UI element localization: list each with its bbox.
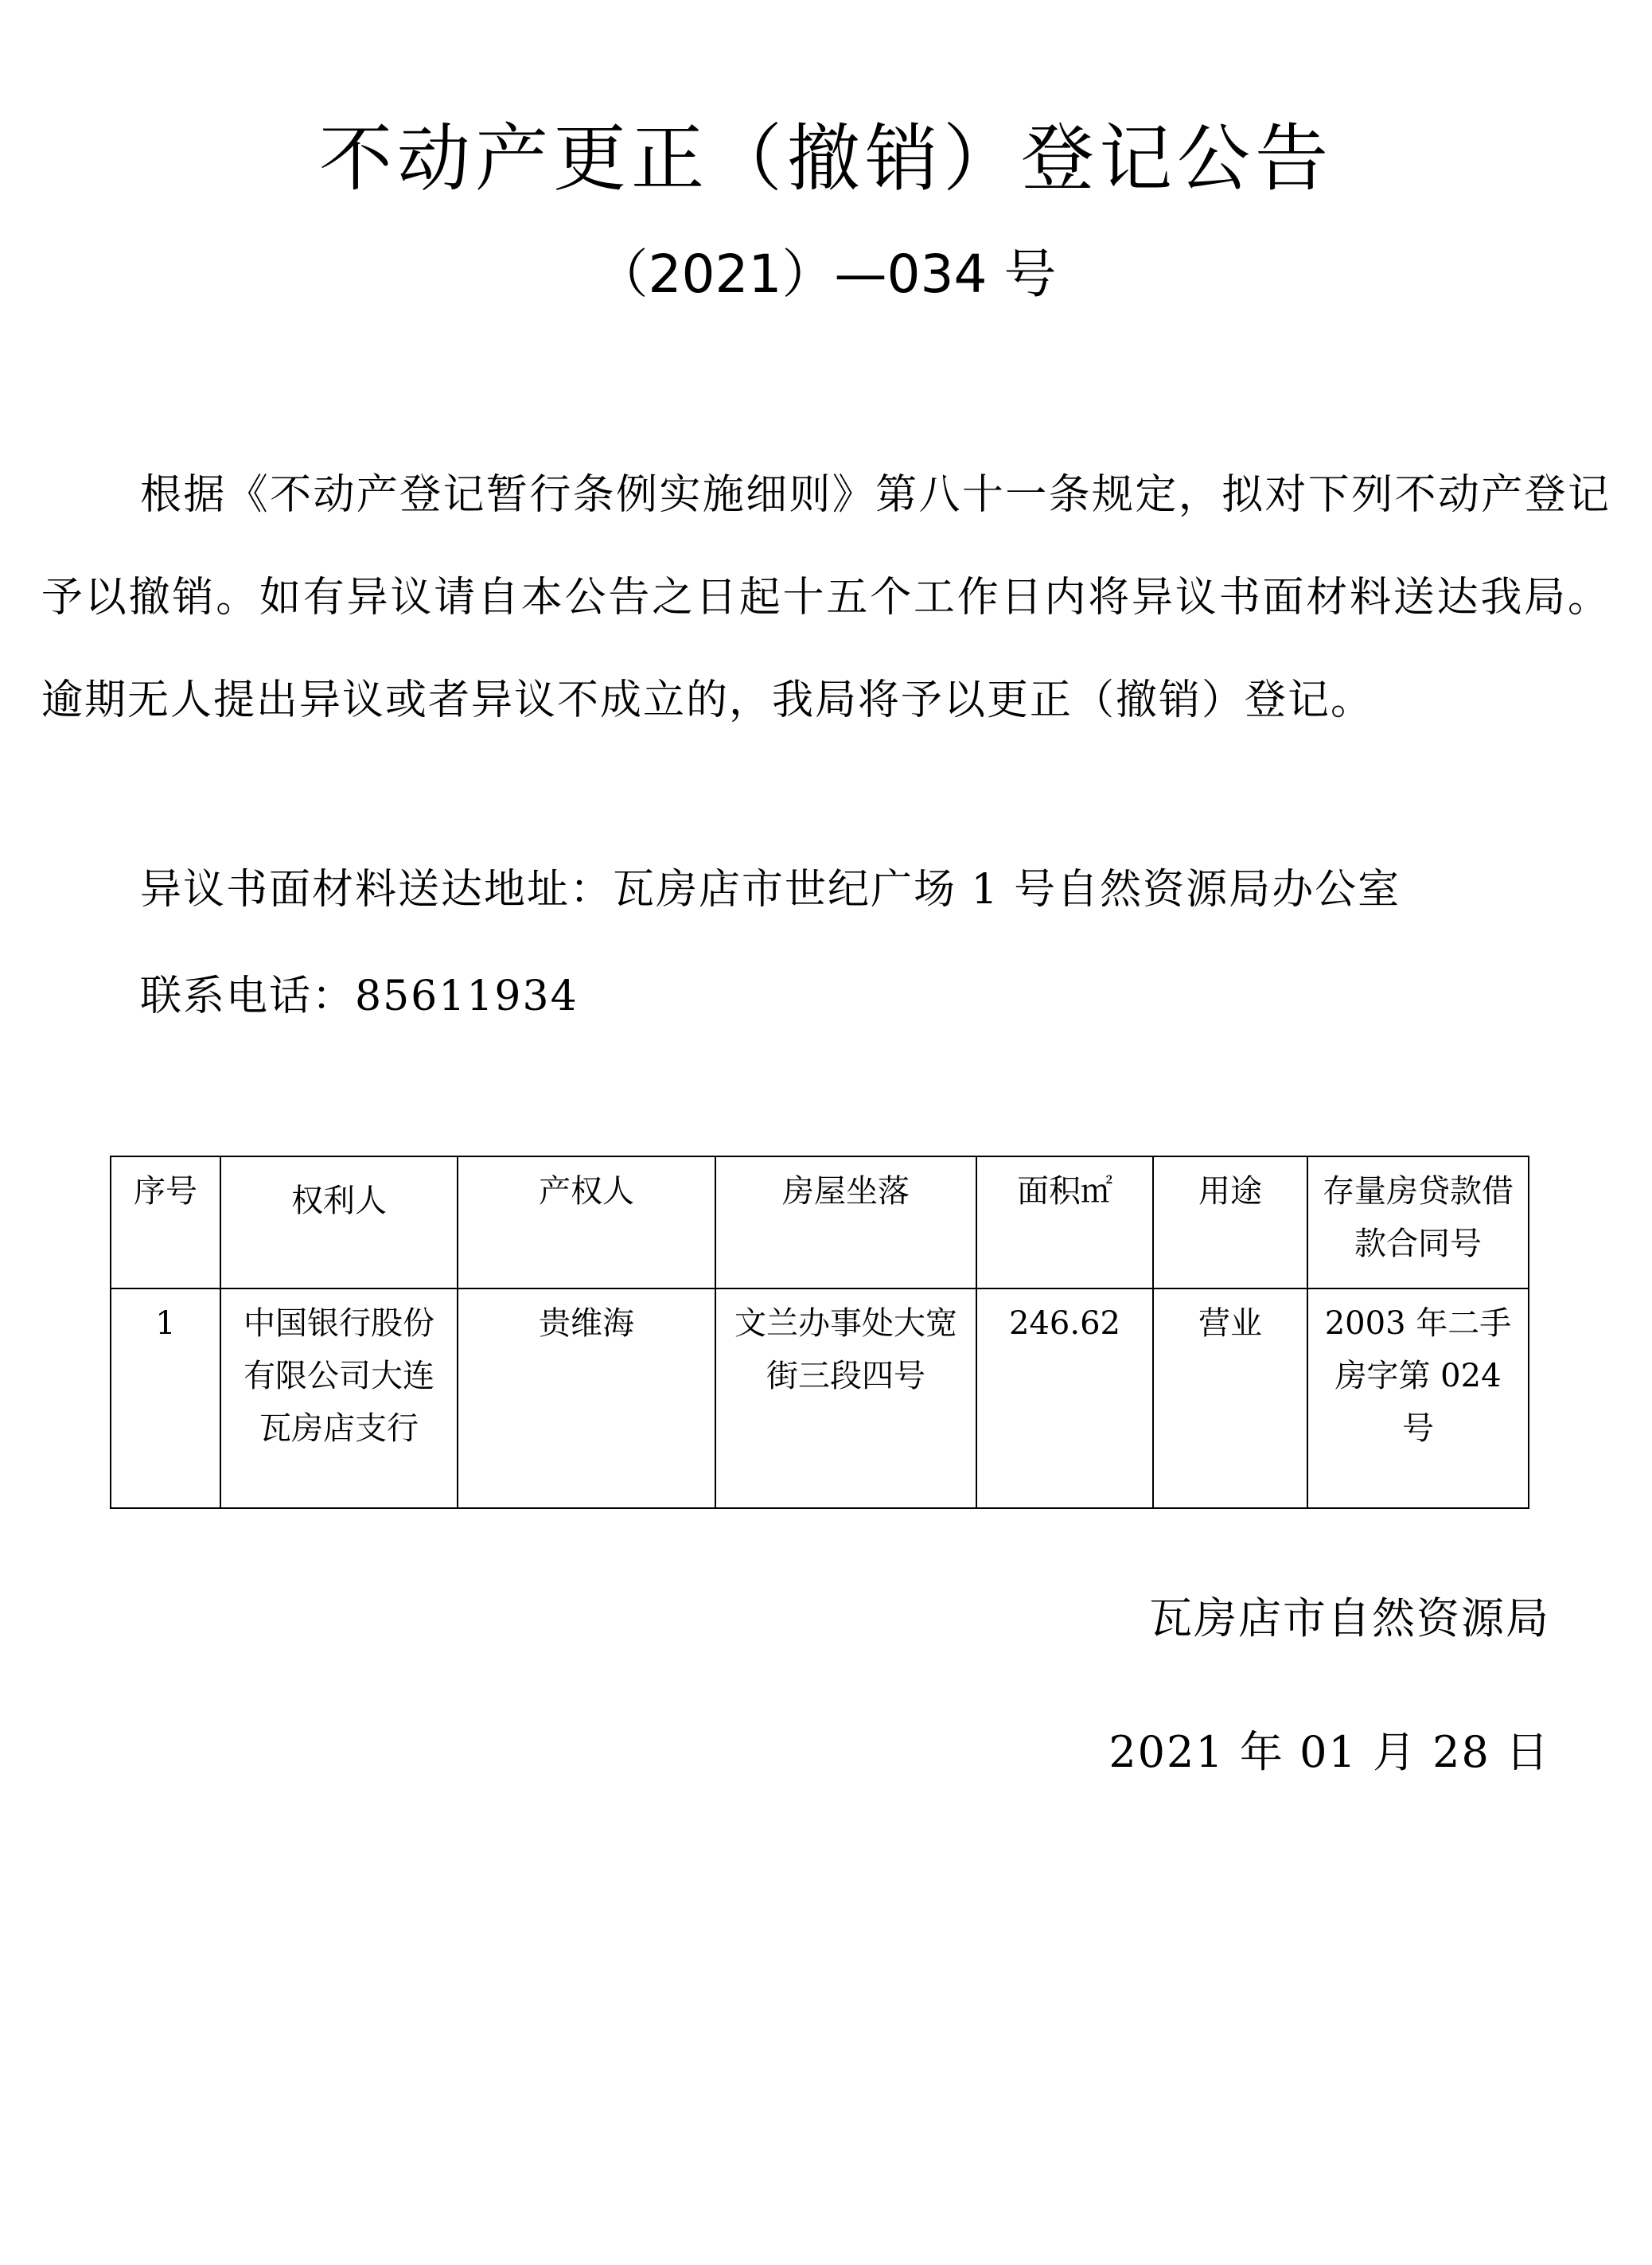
issue-date: 2021 年 01 月 28 日 [1108, 1727, 1550, 1777]
header-usage: 用途 [1153, 1156, 1307, 1288]
objection-address-line: 异议书面材料送达地址：瓦房店市世纪广场 1 号自然资源局办公室 [140, 866, 1401, 914]
document-number: （2021）—034 号 [595, 244, 1057, 305]
cell-obligee: 中国银行股份有限公司大连瓦房店支行 [220, 1288, 458, 1508]
cell-serial-number: 1 [111, 1288, 220, 1508]
header-property-location: 房屋坐落 [715, 1156, 976, 1288]
header-obligee: 权利人 [220, 1156, 458, 1288]
notice-body-paragraph: 根据《不动产登记暂行条例实施细则》第八十一条规定，拟对下列不动产登记予以撤销。如有异议请自本公告之日起十五个工作日内将异议书面材料送达我局。逾期无人提出异议或者异议不成立的，我局将予以更正（撤销）登记。 [41, 471, 1611, 724]
header-property-owner: 产权人 [458, 1156, 715, 1288]
cell-loan-contract-number: 2003 年二手房字第 024 号 [1307, 1288, 1529, 1508]
cell-property-owner: 贵维海 [458, 1288, 715, 1508]
table-row [111, 1288, 1529, 1508]
issuing-organization: 瓦房店市自然资源局 [1149, 1593, 1550, 1643]
cell-area: 246.62 [976, 1288, 1153, 1508]
cell-property-location: 文兰办事处大宽街三段四号 [715, 1288, 976, 1508]
table-header-row [111, 1156, 1529, 1288]
header-loan-contract-number: 存量房贷款借款合同号 [1307, 1156, 1529, 1288]
header-serial-number: 序号 [111, 1156, 220, 1288]
cell-usage: 营业 [1153, 1288, 1307, 1508]
page-title: 不动产更正（撤销）登记公告 [318, 116, 1333, 201]
header-area: 面积㎡ [976, 1156, 1153, 1288]
contact-phone-line: 联系电话：85611934 [140, 973, 579, 1020]
registration-records-table [110, 1156, 1529, 1509]
